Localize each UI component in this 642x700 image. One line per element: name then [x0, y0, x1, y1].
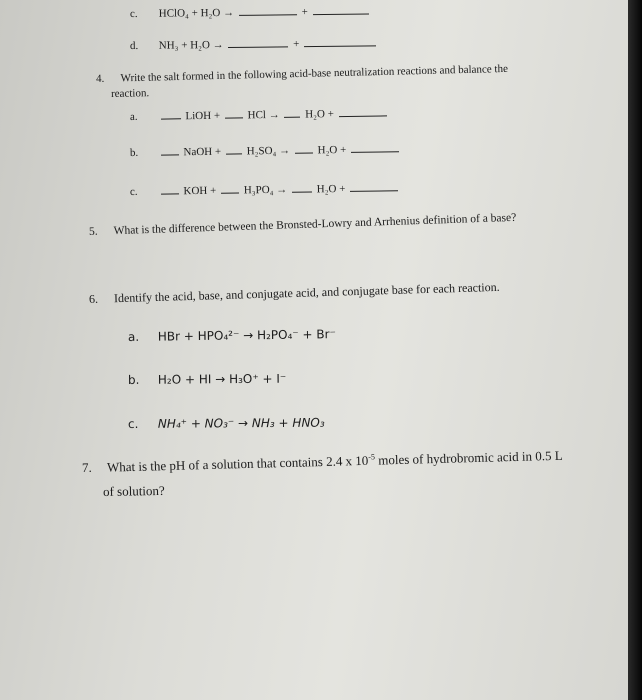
q4c-label: c.	[129, 185, 138, 198]
q3c-plus: +	[301, 6, 308, 19]
q4c-r1: KOH +	[183, 184, 217, 198]
q4a-row	[130, 107, 389, 123]
q4-prompt-cont	[111, 87, 149, 100]
q4a-coef-1[interactable]	[161, 117, 181, 119]
q6a-label: a.	[127, 329, 140, 344]
q4b-coef-2[interactable]	[226, 152, 242, 154]
q4a-r2: HCl →	[247, 108, 280, 122]
q3c-reactants: HClO₄ + H₂O →	[158, 6, 235, 20]
q3d-row	[130, 37, 378, 52]
q6-number: 6.	[88, 291, 99, 306]
q6c-equation: NH₄⁺ + NO₃⁻ → NH₃ + HNO₃	[157, 415, 325, 431]
q4b-coef-3[interactable]	[295, 151, 313, 153]
q6b-label: b.	[127, 372, 140, 387]
q3c-label: c.	[129, 7, 138, 20]
q5-text: What is the difference between the Bronsted-Lowry and Arrhenius definition of a base?	[113, 211, 517, 238]
q4c-coef-2[interactable]	[221, 191, 239, 193]
q4a-coef-3[interactable]	[284, 116, 300, 118]
q6a-equation: HBr + HPO₄²⁻ → H₂PO₄⁻ + Br⁻	[157, 327, 336, 344]
q5-row	[89, 212, 517, 238]
q3d-plus: +	[293, 38, 300, 51]
q7-row	[82, 447, 563, 476]
q3d-blank-1[interactable]	[228, 45, 288, 48]
q4a-r1: LiOH +	[185, 109, 221, 123]
q4c-coef-3[interactable]	[292, 190, 312, 192]
q6b-equation: H₂O + HI → H₃O⁺ + I⁻	[157, 371, 287, 387]
q4b-coef-1[interactable]	[161, 153, 179, 155]
q7-exponent: -5	[368, 452, 376, 462]
q4b-r1: NaOH +	[183, 145, 222, 159]
q7-row-cont	[103, 483, 165, 500]
q4a-coef-2[interactable]	[225, 116, 243, 118]
q4a-salt-blank[interactable]	[339, 114, 387, 117]
q6-row	[89, 280, 500, 307]
q5-number: 5.	[88, 225, 98, 238]
q4b-row	[130, 143, 401, 159]
q4c-p1: H₂O +	[316, 182, 346, 196]
q4-prompt	[96, 63, 508, 85]
q3c-blank-2[interactable]	[313, 13, 369, 16]
q7-line2: of solution?	[102, 482, 165, 499]
q3c-row	[130, 5, 371, 20]
q4a-p1: H₂O +	[305, 108, 334, 121]
q4-prompt-line1: Write the salt formed in the following acid-base neutralization reactions and balance the	[120, 62, 509, 85]
q6a-row	[128, 327, 336, 344]
q4-number: 4.	[95, 72, 105, 85]
q4c-row	[130, 182, 400, 198]
q6-text: Identify the acid, base, and conjugate acid, and conjugate base for each reaction.	[113, 279, 500, 306]
q7-line1-a: What is the pH of a solution that contains 2.4 x 10	[106, 452, 369, 475]
q4c-r2: H₃PO₄ →	[243, 183, 288, 197]
q6c-row	[128, 416, 325, 431]
q6b-row	[128, 372, 286, 387]
q4b-p1: H₂O +	[317, 143, 347, 157]
q7-number: 7.	[81, 460, 92, 476]
q3d-reactants: NH₃ + H₂O →	[158, 39, 224, 52]
q4-prompt-line2: reaction.	[110, 87, 150, 100]
q4b-salt-blank[interactable]	[351, 150, 399, 153]
q4c-coef-1[interactable]	[161, 192, 179, 194]
page-edge-shadow	[628, 0, 642, 700]
q7-line1-b: moles of hydrobromic acid in 0.5 L	[374, 447, 563, 468]
q3c-blank-1[interactable]	[239, 13, 297, 16]
q4b-label: b.	[129, 146, 139, 159]
q3d-blank-2[interactable]	[304, 44, 376, 47]
q6c-label: c.	[127, 416, 139, 431]
q4c-salt-blank[interactable]	[350, 189, 398, 192]
q3d-label: d.	[129, 39, 139, 52]
q4b-r2: H₂SO₄ →	[246, 144, 291, 158]
q4a-label: a.	[129, 110, 138, 123]
